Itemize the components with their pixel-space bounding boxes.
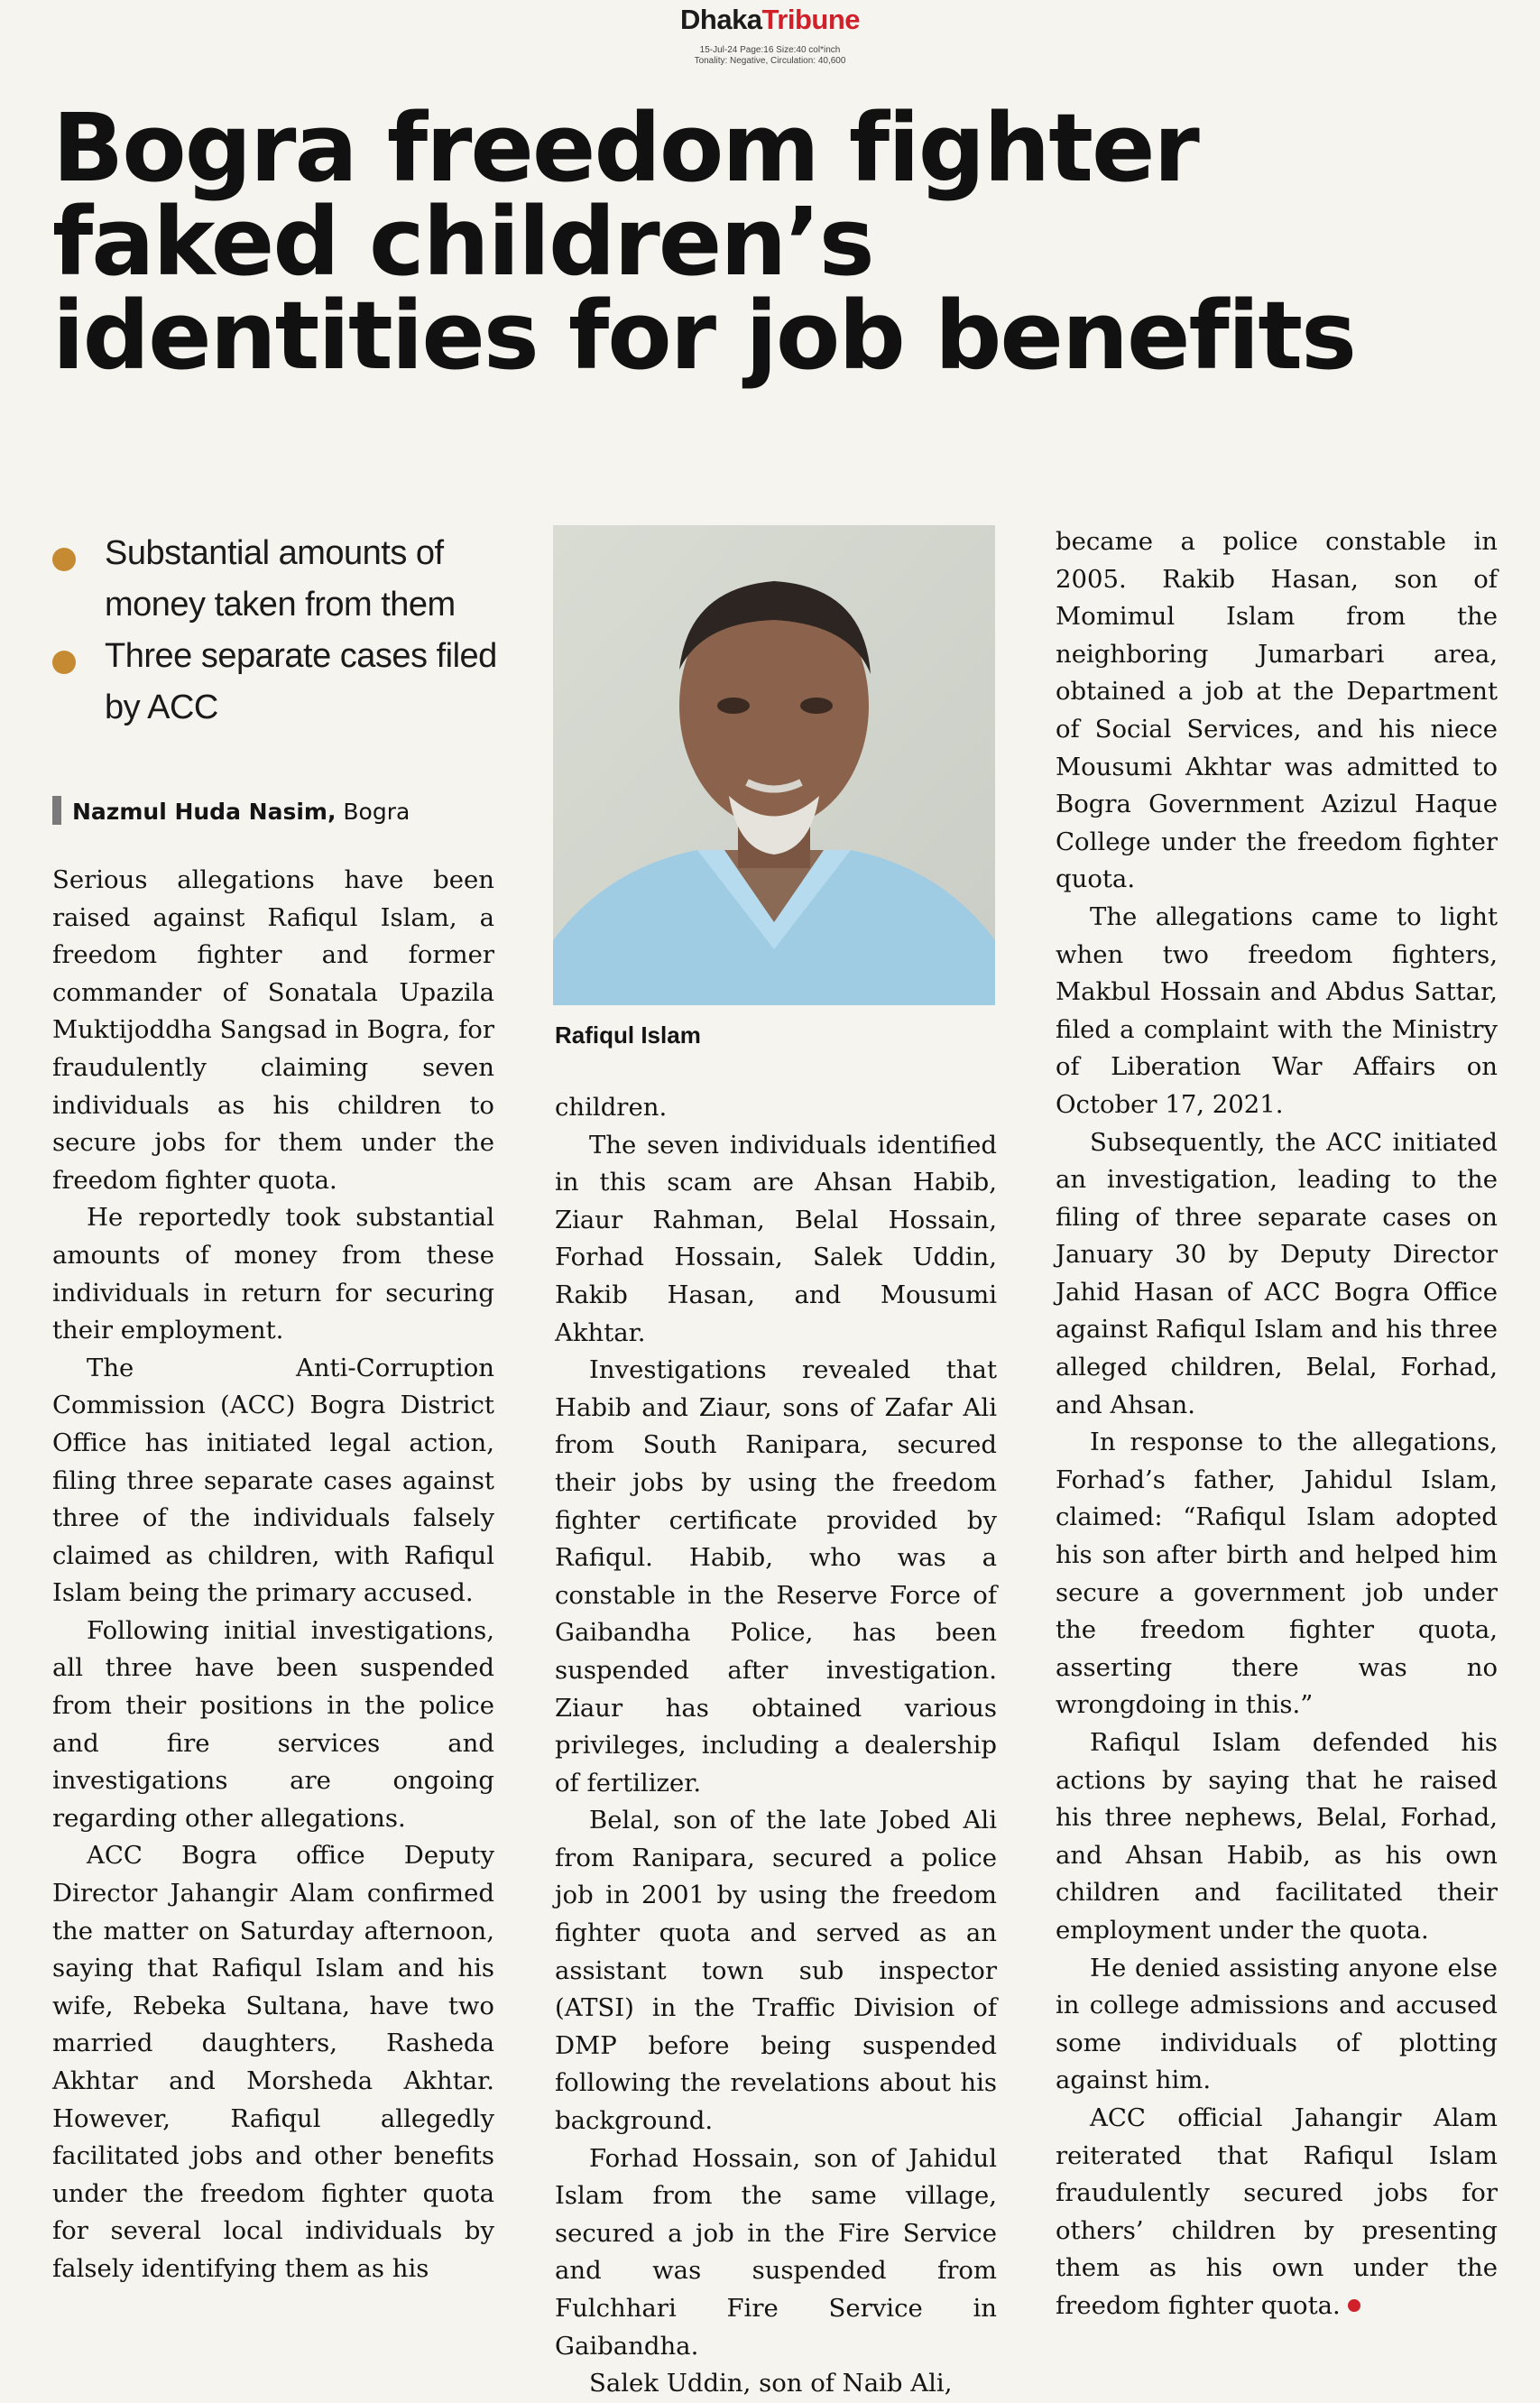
dateline-place: Bogra [343,799,410,825]
portrait-photo [553,525,995,1005]
article-paragraph: ACC Bogra office Deputy Director Jahangir Alam confirmed the matter on Saturday afternoon, saying that Rafiqul Islam and his wife, Rebeka Sultana, have two married daughters, Rasheda Akhtar and Morsheda Akhtar. However, Rafiqul allegedly facilitated jobs and other benefits under the freedom fighter quota for several local individuals by falsely identifying them as his [52,1841,494,2283]
article-column-3 [1056,523,1498,2325]
byline-bar-icon [52,796,61,825]
article-paragraph: became a police constable in 2005. Rakib Hasan, son of Momimul Islam from the neighboring Jumarbari area, obtained a job at the Department of Social Services, and his niece Mousumi Akhtar was admitted to Bogra Government Azizul Haque College under the freedom fighter quota. [1056,527,1498,894]
headline-line: Bogra freedom fighter [52,93,1198,203]
article-paragraph: The Anti-Corruption Commission (ACC) Bogra District Office has initiated legal action, filing three separate cases against three of the individuals falsely claimed as children, with Rafiqul Islam being the primary accused. [52,1353,494,1608]
headline [52,93,1514,391]
article-paragraph: He reportedly took substantial amounts of money from these individuals in return for securing their employment. [52,1203,494,1345]
article-paragraph: He denied assisting anyone else in college admissions and accused some individuals of plotting against him. [1056,1953,1498,2095]
photo-caption: Rafiqul Islam [555,1021,701,1049]
article-paragraph: Salek Uddin, son of Naib Ali, [589,2369,953,2398]
byline [52,796,494,828]
clipping-meta-line: Tonality: Negative, Circulation: 40,600 [694,56,846,66]
article-paragraph: ACC official Jahangir Alam reiterated that Rafiqul Islam fraudulently secured jobs for others’ children by presenting them as his own under the freedom fighter quota. [1056,2103,1498,2320]
headline-line: identities for job benefits [52,281,1356,391]
article-paragraph: Subsequently, the ACC initiated an investigation, leading to the filing of three separate cases on January 30 by Deputy Director Jahid Hasan of ACC Bogra Office against Rafiqul Islam and his three alleged children, Belal, Forhad, and Ahsan. [1056,1127,1498,1419]
clipping-meta-line: 15-Jul-24 Page:16 Size:40 col*inch [699,45,841,55]
article-paragraph: In response to the allegations, Forhad’s father, Jahidul Islam, claimed: “Rafiqul Islam adopted his son after birth and helped him secure a government job under the freedom fighter quota, asserting there was no wrongdoing in this.” [1056,1428,1498,1720]
article-paragraph: Serious allegations have been raised against Rafiqul Islam, a freedom fighter and former commander of Sonatala Upazila Muktijoddha Sangsad in Bogra, for fraudulently claiming seven individuals as his children to secure jobs for them under the freedom fighter quota. [52,865,494,1195]
article-paragraph: Rafiqul Islam defended his actions by saying that he raised his three nephews, Belal, Forhad, and Ahsan Habib, as his own children and facilitated their employment under the quota. [1056,1728,1498,1945]
article-paragraph: Forhad Hossain, son of Jahidul Islam from the same village, secured a job in the Fire Service and was suspended from Fulchhari Fire Service in Gaibandha. [555,2143,997,2361]
article-paragraph: Investigations revealed that Habib and Ziaur, sons of Zafar Ali from South Ranipara, secured their jobs by using the freedom fighter certificate provided by Rafiqul. Habib, who was a constable in the Reserve Force of Gaibandha Police, has been suspended after investigation. Ziaur has obtained various privileges, including a dealership of fertilizer. [555,1355,997,1798]
bullet-dot-icon [52,548,76,571]
article-paragraph: Following initial investigations, all three have been suspended from their positions in the police and fire services and investigations are ongoing regarding other allegations. [52,1615,494,1833]
masthead [0,4,1540,67]
bullet-dot-icon [52,651,76,674]
headline-line: faked children’s [52,187,873,297]
article-paragraph: children. [555,1093,668,1122]
author-name: Nazmul Huda Nasim, [72,799,337,825]
article-paragraph: Belal, son of the late Jobed Ali from Ranipara, secured a police job in 2001 by using the freedom fighter quota and served as an assistant town sub inspector (ATSI) in the Traffic Division of DMP before being suspended following the revelations about his background. [555,1806,997,2136]
article-paragraph: The seven individuals identified in this scam are Ahsan Habib, Ziaur Rahman, Belal Hossain, Forhad Hossain, Salek Uddin, Rakib Hasan, and Mousumi Akhtar. [555,1130,997,1347]
highlight-item: Substantial amounts of money taken from them [52,528,503,631]
newspaper-logo: DhakaTribune [680,4,860,35]
article-column-1 [52,862,494,2288]
highlight-item: Three separate cases filed by ACC [52,631,503,734]
clipping-meta [0,45,1540,67]
article-paragraph: The allegations came to light when two freedom fighters, Makbul Hossain and Abdus Sattar, filed a complaint with the Ministry of Liberation War Affairs on October 17, 2021. [1056,901,1498,1119]
highlights-list [52,528,503,734]
article-column-2 [555,1089,997,2403]
